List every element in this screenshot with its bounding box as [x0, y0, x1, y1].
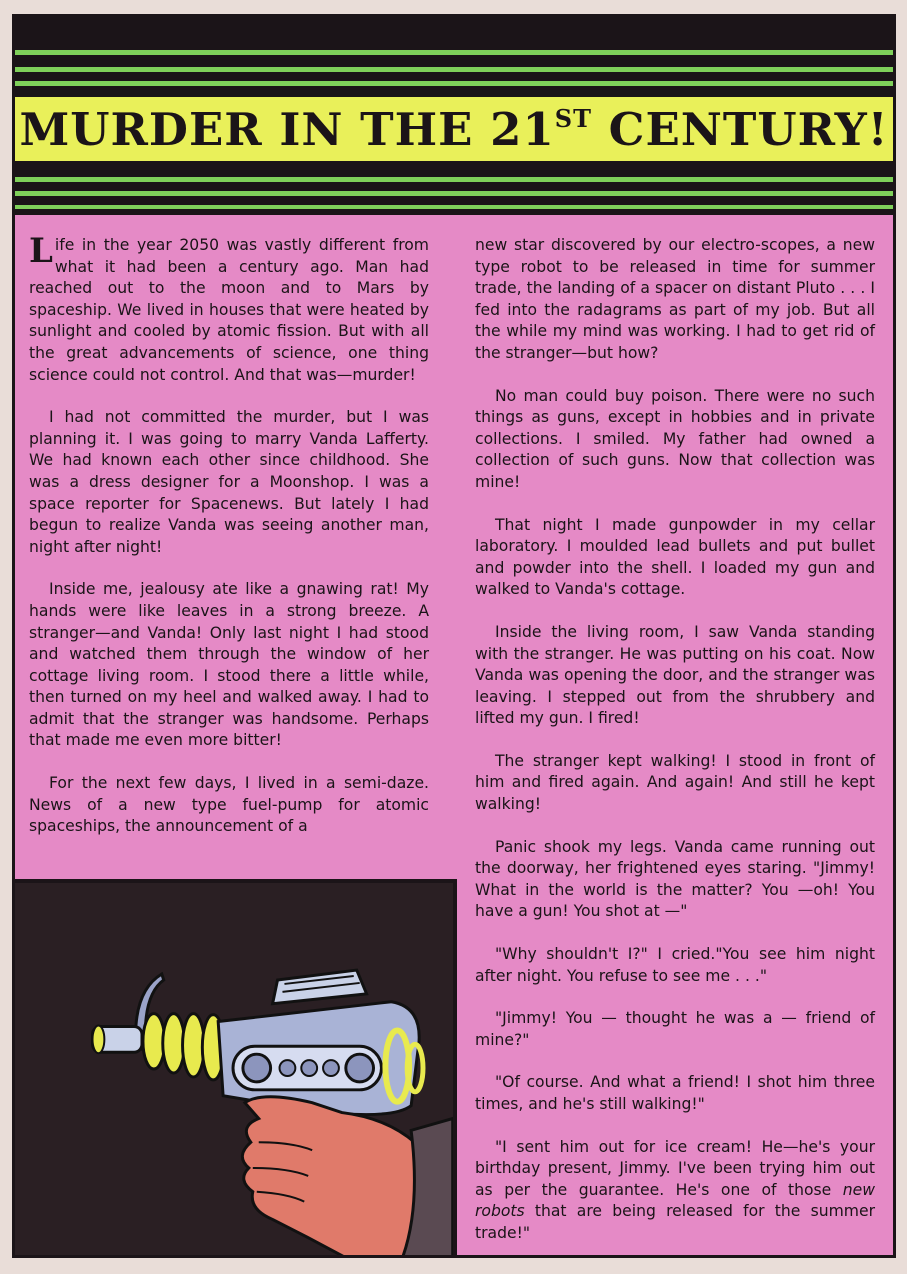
- paragraph: No man could buy poison. There were no such things as guns, except in hobbies and in private collections. I smiled. My father had owned a collection of such guns. Now that collection was mine!: [475, 386, 875, 491]
- green-stripe: [15, 50, 893, 55]
- paragraph: Inside the living room, I saw Vanda standing with the stranger. He was putting on his coat. Now Vanda was opening the door, and the stranger was leaving. I stepped out from the shrubbery and lifted my gun. I fired!: [475, 622, 875, 728]
- right-column: [475, 235, 875, 1258]
- drop-cap: L: [29, 231, 53, 271]
- ray-gun-illustration: [15, 879, 457, 1258]
- paragraph: new star discovered by our electro-scopes, a new type robot to be released in time for summer trade, the landing of a spacer on distant Pluto . . . I fed into the radagrams as part of my job. But all the while my mind was working. I had to get rid of the stranger—but how?: [475, 236, 875, 362]
- green-stripe: [15, 67, 893, 72]
- paragraph: The stranger kept walking! I stood in front of him and fired again. And again! And still he kept walking!: [475, 751, 875, 814]
- paragraph: Panic shook my legs. Vanda came running out the doorway, her frightened eyes staring. "Jimmy! What in the world is the matter? You —oh! You have a gun! You shot at —": [475, 837, 875, 921]
- green-stripe: [15, 191, 893, 196]
- left-column: [29, 231, 429, 859]
- paragraph: I had not committed the murder, but I was planning it. I was going to marry Vanda Lafferty. We had known each other since childhood. She was a dress designer for a Moonshop. I was a space reporter for Spacenews. But lately I had begun to realize Vanda was seeing another man, night after night!: [29, 408, 429, 556]
- paragraph: "Why shouldn't I?" I cried."You see him night after night. You refuse to see me . . .": [475, 945, 875, 985]
- paragraph: "Of course. And what a friend! I shot him three times, and he's still walking!": [475, 1073, 875, 1113]
- paragraph: "I sent him out for ice cream! He—he's your birthday present, Jimmy. I've been trying him out as per the guarantee. He's one of those new robots that are being released for the summer trade!": [475, 1137, 875, 1242]
- paragraph: That night I made gunpowder in my cellar laboratory. I moulded lead bullets and put bullet and powder into the shell. I loaded my gun and walked to Vanda's cottage.: [475, 515, 875, 599]
- green-stripe: [15, 205, 893, 209]
- paragraph: "Jimmy! You — thought he was a — friend of mine?": [475, 1009, 875, 1049]
- story-title: MURDER IN THE 21ST CENTURY!: [19, 102, 889, 156]
- story-page: [12, 14, 896, 1258]
- paragraph: Inside me, jealousy ate like a gnawing rat! My hands were like leaves in a strong breeze. A stranger—and Vanda! Only last night I had stood and watched them through the window of her cottage living room. I stood there a little while, then turned on my heel and walked away. I had to admit that the stranger was handsome. Perhaps that made me even more bitter!: [29, 580, 429, 750]
- green-stripe: [15, 177, 893, 182]
- ray-gun-icon: [15, 883, 453, 1258]
- title-banner: [15, 93, 893, 165]
- paragraph: Life in the year 2050 was vastly different from what it had been a century ago. Man had reached out to the moon and to Mars by spaceship. We lived in houses that were heated by sunlight and cooled by atomic fission. But with all the great advancements of science, one thing science could not control. And that was—murder!: [29, 231, 429, 384]
- green-stripe: [15, 81, 893, 86]
- paragraph: For the next few days, I lived in a semi-daze. News of a new type fuel-pump for atomic spaceships, the announcement of a: [29, 774, 429, 836]
